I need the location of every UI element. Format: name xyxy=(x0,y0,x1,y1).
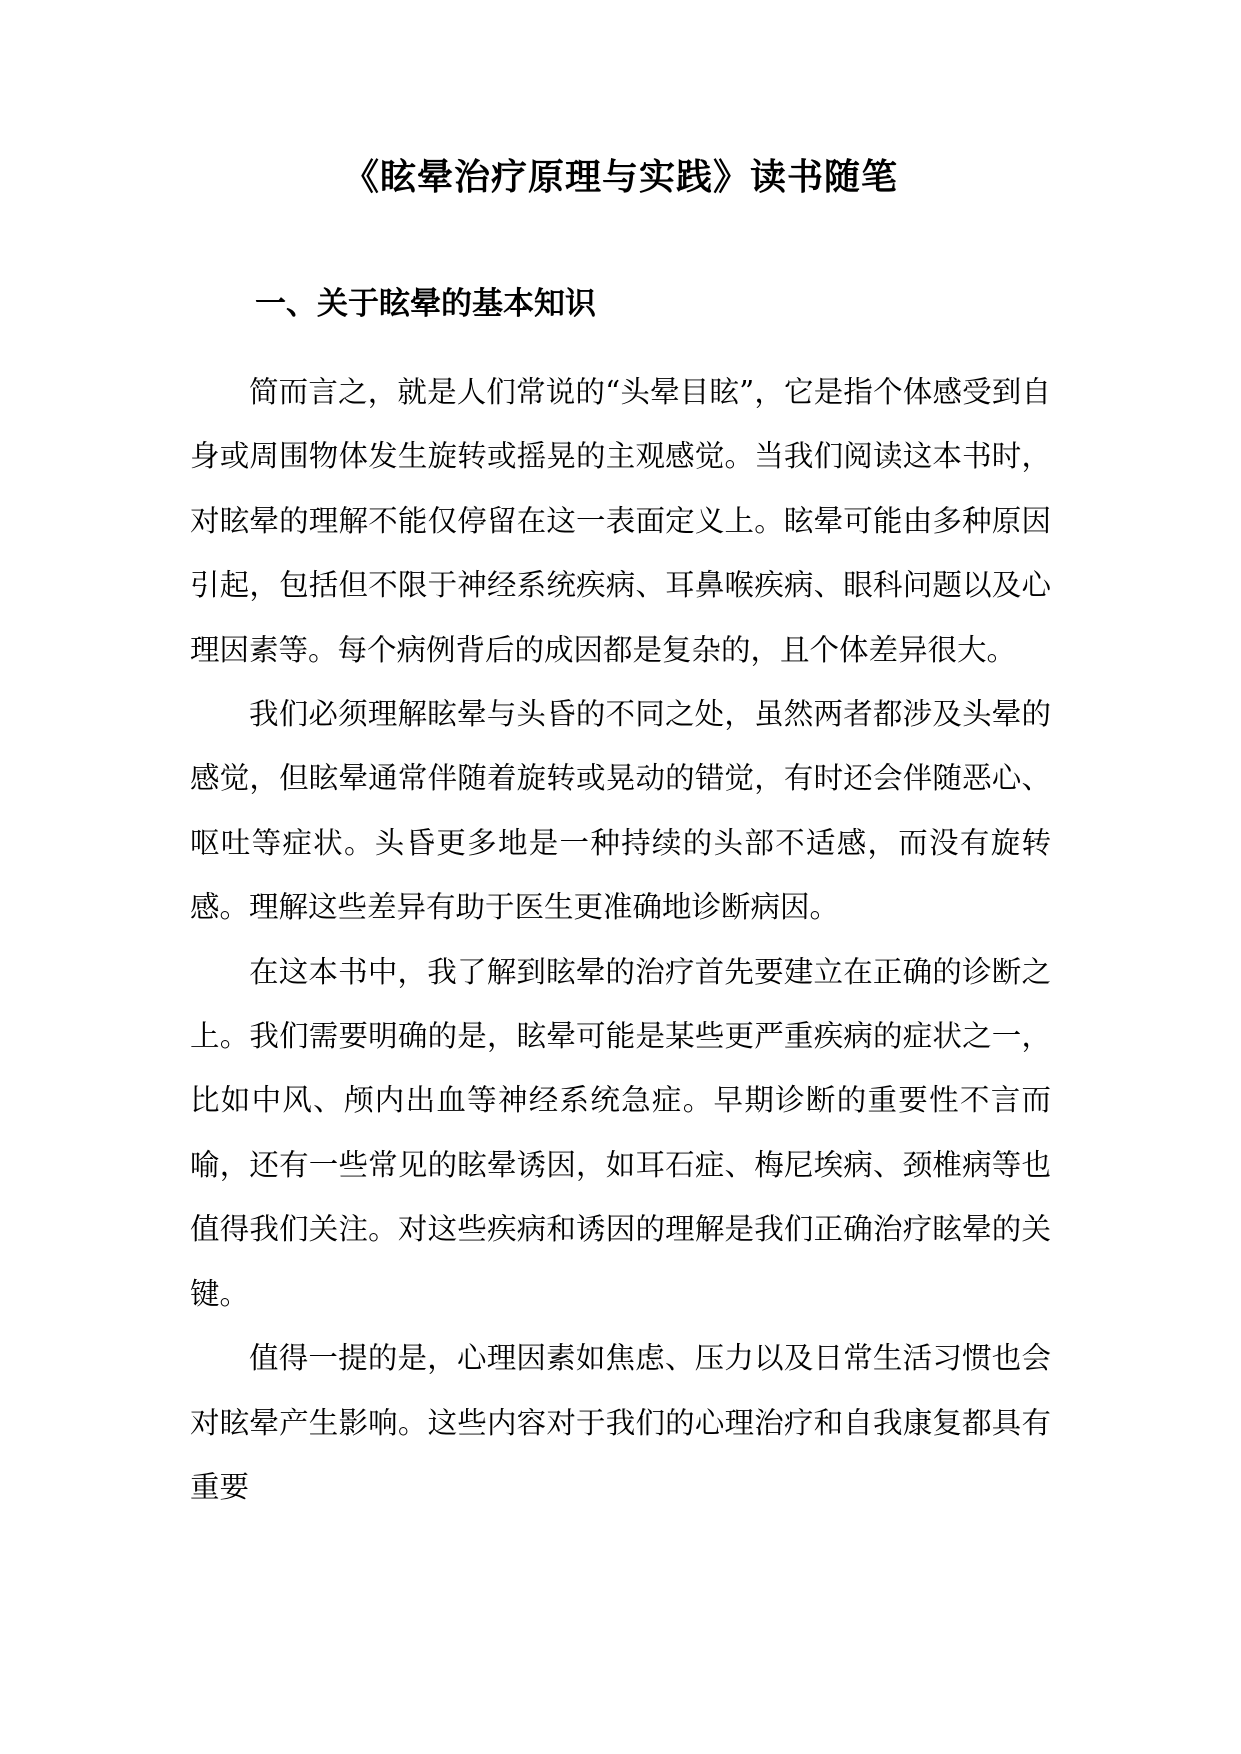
paragraph-2: 我们必须理解眩晕与头昏的不同之处，虽然两者都涉及头晕的感觉，但眩晕通常伴随着旋转或晃动的错觉，有时还会伴随恶心、呕吐等症状。头昏更多地是一种持续的头部不适感，而没有旋转感。理解这些差异有助于医生更准确地诊断病因。 xyxy=(190,697,1051,925)
paragraph-1: 简而言之，就是人们常说的“头晕目眩”，它是指个体感受到自身或周围物体发生旋转或摇晃的主观感觉。当我们阅读这本书时，对眩晕的理解不能仅停留在这一表面定义上。眩晕可能由多种原因引起，包括但不限于神经系统疾病、耳鼻喉疾病、眼科问题以及心理因素等。每个病例背后的成因都是复杂的，且个体差异很大。 xyxy=(190,375,1051,667)
paragraph-4: 值得一提的是，心理因素如焦虑、压力以及日常生活习惯也会对眩晕产生影响。这些内容对于我们的心理治疗和自我康复都具有重要 xyxy=(190,1341,1051,1504)
document-body xyxy=(190,360,1051,1519)
paragraph-3: 在这本书中，我了解到眩晕的治疗首先要建立在正确的诊断之上。我们需要明确的是，眩晕可能是某些更严重疾病的症状之一，比如中风、颅内出血等神经系统急症。早期诊断的重要性不言而喻，还有一些常见的眩晕诱因，如耳石症、梅尼埃病、颈椎病等也值得我们关注。对这些疾病和诱因的理解是我们正确治疗眩晕的关键。 xyxy=(190,954,1051,1311)
document-title: 《眩晕治疗原理与实践》读书随笔 xyxy=(342,156,898,198)
section-heading: 一、关于眩晕的基本知识 xyxy=(255,286,596,322)
